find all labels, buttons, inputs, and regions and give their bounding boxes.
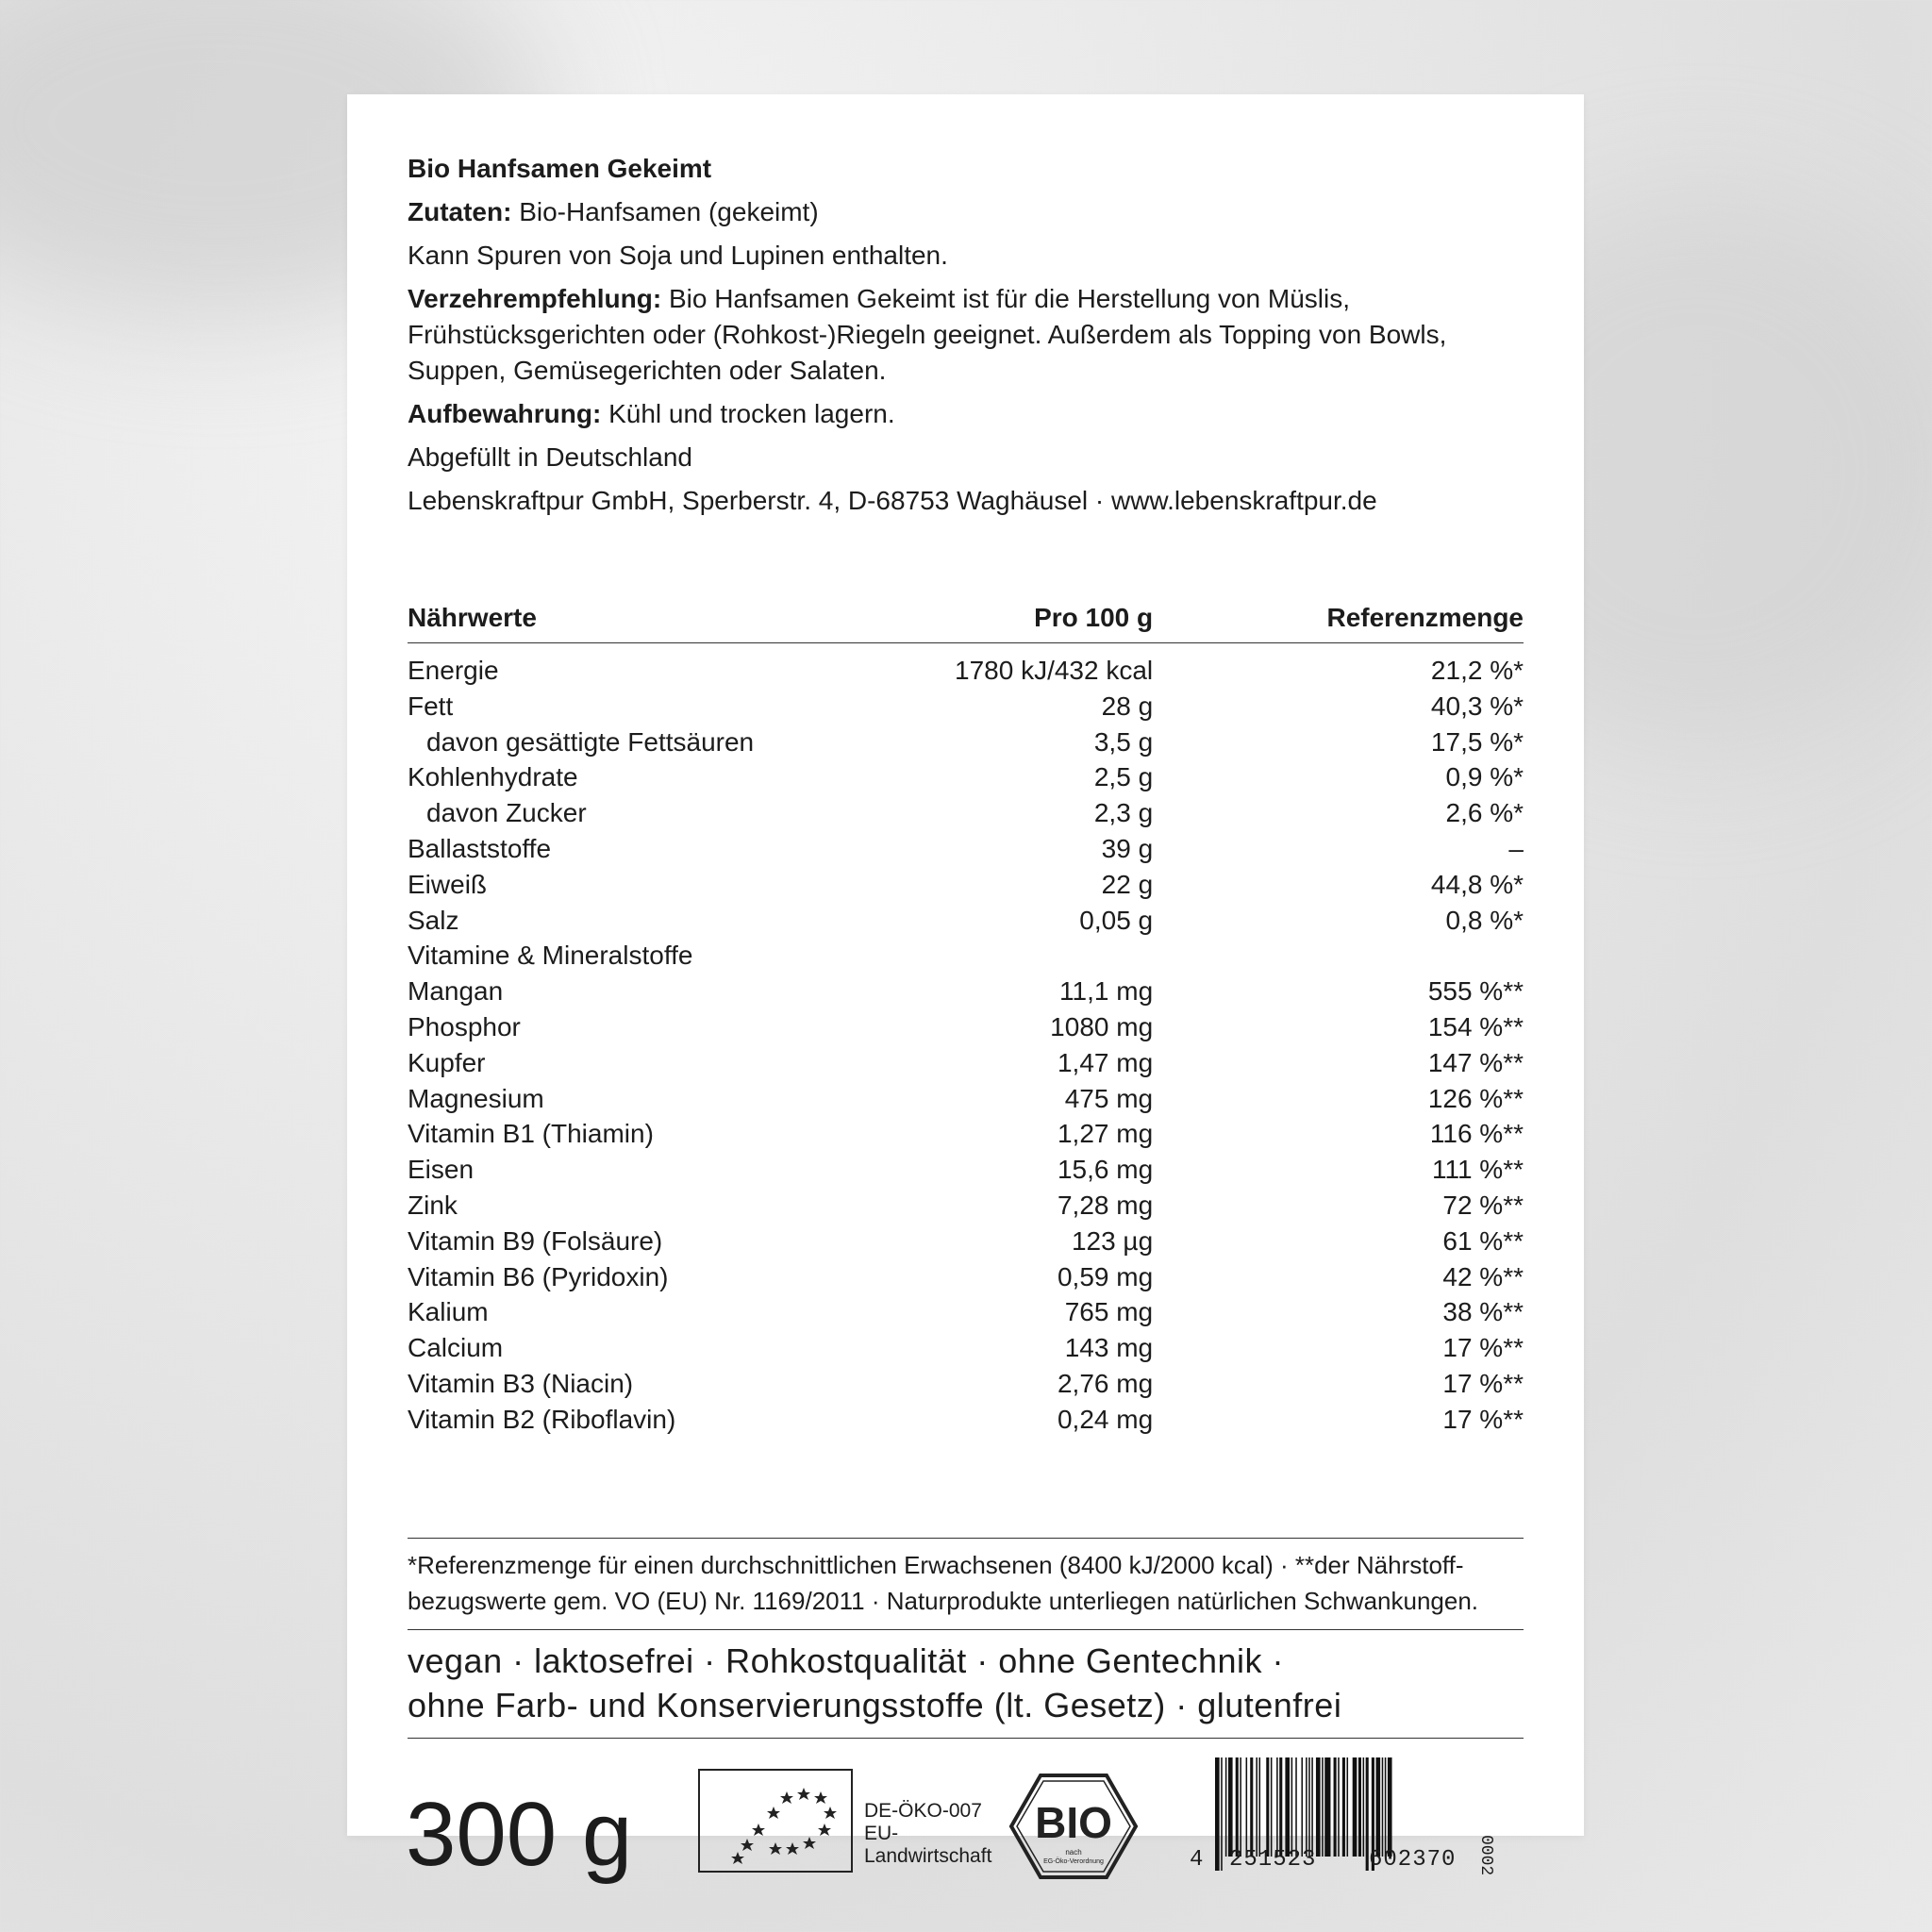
nutrient-name: Zink bbox=[408, 1190, 458, 1220]
ingredients-label: Zutaten: bbox=[408, 197, 512, 226]
nutrient-value: 2,76 mg bbox=[1057, 1368, 1154, 1398]
nutrient-value: 143 mg bbox=[1064, 1333, 1154, 1363]
table-row bbox=[408, 724, 1524, 760]
nutrient-value: 0,05 g bbox=[1079, 905, 1154, 935]
nutrient-name: Salz bbox=[408, 905, 459, 935]
nutrient-value: 3,5 g bbox=[1093, 726, 1154, 757]
storage bbox=[408, 396, 1524, 432]
divider bbox=[408, 1738, 1524, 1739]
label-text-block bbox=[408, 151, 1524, 519]
nutrient-name: Fett bbox=[408, 691, 454, 721]
nutrient-name: Kohlenhydrate bbox=[408, 762, 578, 792]
nutrient-reference: 61 %** bbox=[1442, 1225, 1524, 1256]
nutrient-name: Vitamin B6 (Pyridoxin) bbox=[408, 1261, 669, 1291]
nutrient-name: davon Zucker bbox=[426, 798, 587, 828]
nutrient-reference: 21,2 %* bbox=[1430, 656, 1524, 685]
header-nutrients: Nährwerte bbox=[408, 599, 955, 643]
eu-organic-logo bbox=[698, 1769, 853, 1873]
table-row bbox=[408, 867, 1524, 903]
table-row bbox=[408, 1294, 1524, 1330]
storage-text: Kühl und trocken lagern. bbox=[601, 399, 895, 428]
product-title: Bio Hanfsamen Gekeimt bbox=[408, 154, 712, 183]
nutrient-reference: 40,3 %* bbox=[1430, 691, 1524, 721]
header-reference: Referenzmenge bbox=[1153, 599, 1524, 643]
table-row bbox=[408, 1330, 1524, 1366]
barcode-addon: 0002 bbox=[1476, 1835, 1495, 1876]
barcode-bar bbox=[1266, 1757, 1269, 1857]
barcode-right-group: 602370 bbox=[1369, 1847, 1457, 1873]
nutrient-name: Ballaststoffe bbox=[408, 833, 552, 863]
barcode-bar bbox=[1291, 1757, 1293, 1857]
nutrient-name: Kupfer bbox=[408, 1047, 486, 1077]
nutrient-reference: – bbox=[1508, 833, 1524, 863]
table-row bbox=[408, 1009, 1524, 1045]
table-row bbox=[408, 759, 1524, 795]
table-row bbox=[408, 643, 1524, 689]
nutrient-name: Vitamin B1 (Thiamin) bbox=[408, 1119, 654, 1149]
nutrient-value: 123 µg bbox=[1071, 1225, 1154, 1256]
divider bbox=[408, 1629, 1524, 1630]
table-row bbox=[408, 1081, 1524, 1117]
table-row bbox=[408, 689, 1524, 724]
nutrient-value: 39 g bbox=[1101, 833, 1154, 863]
barcode-bar bbox=[1342, 1757, 1345, 1857]
barcode-first-digit: 4 bbox=[1190, 1847, 1205, 1873]
nutrient-name: Eiweiß bbox=[408, 869, 488, 899]
header-per-100g: Pro 100 g bbox=[955, 599, 1153, 643]
barcode-left-group: 251523 bbox=[1229, 1847, 1317, 1873]
nutrient-reference: 2,6 %* bbox=[1445, 798, 1524, 828]
nutrient-value: 0,59 mg bbox=[1057, 1261, 1154, 1291]
nutrient-value: 475 mg bbox=[1064, 1083, 1154, 1113]
barcode-bar bbox=[1334, 1757, 1337, 1857]
table-row bbox=[408, 795, 1524, 831]
bio-seal-sub2: EG-Öko-Verordnung bbox=[1043, 1858, 1104, 1865]
nutrient-reference: 17 %** bbox=[1442, 1404, 1524, 1434]
nutrition-header-row bbox=[408, 599, 1524, 643]
nutrient-value: 1780 kJ/432 kcal bbox=[955, 656, 1154, 685]
nutrient-reference: 17,5 %* bbox=[1430, 726, 1524, 757]
nutrient-value: 22 g bbox=[1101, 869, 1154, 899]
table-row bbox=[408, 903, 1524, 939]
nutrient-reference: 111 %** bbox=[1431, 1155, 1524, 1185]
table-row bbox=[408, 831, 1524, 867]
nutrient-value: 765 mg bbox=[1064, 1297, 1154, 1327]
bio-seal-sub1: nach bbox=[1065, 1848, 1082, 1857]
nutrient-reference: 17 %** bbox=[1442, 1333, 1524, 1363]
barcode-bar bbox=[1236, 1757, 1239, 1857]
nutrition-table bbox=[408, 599, 1524, 1438]
claims-line-2: ohne Farb- und Konservierungsstoffe (lt. Gesetz) · glutenfrei bbox=[408, 1686, 1342, 1724]
manufacturer-address: Lebenskraftpur GmbH, Sperberstr. 4, D-68753 Waghäusel · www.lebenskraftpur.de bbox=[408, 486, 1377, 515]
nutrient-name: Vitamin B2 (Riboflavin) bbox=[408, 1404, 676, 1434]
table-row bbox=[408, 1116, 1524, 1152]
storage-label: Aufbewahrung: bbox=[408, 399, 602, 428]
barcode-bar bbox=[1228, 1757, 1233, 1857]
usage-label: Verzehrempfehlung: bbox=[408, 284, 662, 313]
eu-leaf-stars-icon bbox=[700, 1771, 850, 1870]
nutrient-value: 15,6 mg bbox=[1057, 1155, 1154, 1185]
nutrient-reference: 0,8 %* bbox=[1445, 905, 1524, 935]
table-row bbox=[408, 974, 1524, 1009]
nutrient-name: Mangan bbox=[408, 976, 504, 1007]
table-divider bbox=[408, 1538, 1524, 1539]
nutrient-reference: 126 %** bbox=[1427, 1083, 1524, 1113]
nutrient-name: Vitamine & Mineralstoffe bbox=[408, 941, 693, 971]
table-row bbox=[408, 1259, 1524, 1295]
nutrient-name: Energie bbox=[408, 656, 499, 685]
nutrient-reference: 17 %** bbox=[1442, 1368, 1524, 1398]
nutrient-reference: 44,8 %* bbox=[1430, 869, 1524, 899]
nutrient-reference: 555 %** bbox=[1427, 976, 1524, 1007]
nutrient-value: 1,47 mg bbox=[1057, 1047, 1154, 1077]
nutrient-value: 0,24 mg bbox=[1057, 1404, 1154, 1434]
barcode-bar bbox=[1363, 1757, 1365, 1857]
usage-recommendation bbox=[408, 281, 1524, 389]
table-row bbox=[408, 1045, 1524, 1081]
eu-organic-code bbox=[864, 1800, 991, 1868]
nutrient-reference: 116 %** bbox=[1429, 1119, 1524, 1149]
nutrient-name: Vitamin B9 (Folsäure) bbox=[408, 1225, 663, 1256]
bio-hexagon-icon bbox=[1008, 1772, 1140, 1881]
claims-line-1: vegan · laktosefrei · Rohkostqualität · ohne Gentechnik · bbox=[408, 1641, 1284, 1680]
nutrient-reference: 42 %** bbox=[1442, 1261, 1524, 1291]
barcode-bar bbox=[1324, 1757, 1330, 1857]
table-row bbox=[408, 1224, 1524, 1259]
nutrient-reference bbox=[1153, 938, 1524, 974]
nutrient-value: 1080 mg bbox=[1050, 1011, 1154, 1041]
barcode-bar bbox=[1322, 1757, 1324, 1857]
barcode-bar bbox=[1388, 1757, 1392, 1857]
barcode-bar bbox=[1221, 1757, 1223, 1871]
barcode-bar bbox=[1301, 1757, 1303, 1857]
bio-seal-text: BIO bbox=[1035, 1798, 1112, 1847]
barcode-bar bbox=[1256, 1757, 1257, 1857]
nutrient-reference: 147 %** bbox=[1427, 1047, 1524, 1077]
barcode-bar bbox=[1316, 1757, 1321, 1857]
allergen-note: Kann Spuren von Soja und Lupinen enthalten. bbox=[408, 241, 948, 270]
table-row bbox=[408, 1152, 1524, 1188]
barcode-bar bbox=[1246, 1757, 1248, 1857]
table-row bbox=[408, 1402, 1524, 1438]
barcode-bar bbox=[1376, 1757, 1381, 1857]
nutrient-value: 11,1 mg bbox=[1059, 976, 1154, 1007]
nutrient-value: 7,28 mg bbox=[1057, 1190, 1154, 1220]
nutrient-value: 2,5 g bbox=[1093, 762, 1154, 792]
barcode-bar bbox=[1382, 1757, 1384, 1857]
table-row bbox=[408, 938, 1524, 974]
barcode-bar bbox=[1358, 1757, 1361, 1857]
nutrient-reference: 72 %** bbox=[1442, 1190, 1524, 1220]
nutrient-value: 2,3 g bbox=[1093, 798, 1154, 828]
barcode-bar bbox=[1385, 1757, 1387, 1857]
barcode-bar bbox=[1285, 1757, 1290, 1857]
barcode-bar bbox=[1279, 1757, 1282, 1857]
product-label bbox=[347, 94, 1584, 1885]
barcode-bar bbox=[1259, 1757, 1261, 1857]
eu-origin-line2: Landwirtschaft bbox=[864, 1845, 992, 1867]
barcode-bar bbox=[1295, 1757, 1297, 1857]
bio-seal-logo bbox=[1008, 1772, 1140, 1881]
nutrient-name: Phosphor bbox=[408, 1011, 521, 1041]
table-row bbox=[408, 1366, 1524, 1402]
nutrient-value: 28 g bbox=[1101, 691, 1154, 721]
nutrient-reference: 0,9 %* bbox=[1445, 762, 1524, 792]
reference-footnote: *Referenzmenge für einen durchschnittlichen Erwachsenen (8400 kJ/2000 kcal) · **der Nährstoffbezugswerte gem. VO (EU) Nr. 1169/2011 · Naturprodukte unterliegen natürlichen Schwankungen. bbox=[408, 1551, 1479, 1615]
barcode-bar bbox=[1338, 1757, 1340, 1857]
barcode-bar bbox=[1240, 1757, 1241, 1857]
barcode-bar bbox=[1271, 1757, 1273, 1857]
table-row bbox=[408, 1188, 1524, 1224]
nutrient-name: davon gesättigte Fettsäuren bbox=[426, 726, 755, 757]
nutrient-name: Calcium bbox=[408, 1333, 504, 1363]
barcode-bar bbox=[1215, 1757, 1220, 1871]
barcode-bar bbox=[1308, 1757, 1310, 1857]
eu-control-code: DE-ÖKO-007 bbox=[864, 1800, 982, 1822]
nutrient-name: Eisen bbox=[408, 1155, 475, 1185]
ingredients-text: Bio-Hanfsamen (gekeimt) bbox=[511, 197, 819, 226]
nutrient-reference: 154 %** bbox=[1427, 1011, 1524, 1041]
ingredients bbox=[408, 194, 1524, 230]
nutrient-value bbox=[955, 938, 1153, 974]
nutrient-name: Kalium bbox=[408, 1297, 489, 1327]
barcode-bar bbox=[1250, 1757, 1253, 1857]
barcode-bar bbox=[1347, 1757, 1349, 1857]
nutrient-name: Magnesium bbox=[408, 1083, 544, 1113]
barcode-bar bbox=[1306, 1757, 1307, 1857]
usage-text: Bio Hanfsamen Gekeimt ist für die Herstellung von Müslis, Frühstücksgerichten oder (Rohkost-)Riegeln geeignet. Außerdem als Topping von Bowls, Suppen, Gemüsegerichten oder Salaten. bbox=[408, 284, 1447, 385]
barcode-bar bbox=[1276, 1757, 1278, 1857]
barcode-bar bbox=[1311, 1757, 1313, 1857]
barcode-bar bbox=[1225, 1757, 1227, 1857]
nutrient-value: 1,27 mg bbox=[1057, 1119, 1154, 1149]
net-weight: 300 g bbox=[406, 1784, 633, 1885]
nutrient-name: Vitamin B3 (Niacin) bbox=[408, 1368, 634, 1398]
origin: Abgefüllt in Deutschland bbox=[408, 442, 692, 472]
product-claims bbox=[408, 1639, 1524, 1727]
nutrient-reference: 38 %** bbox=[1442, 1297, 1524, 1327]
eu-origin-line1: EU- bbox=[864, 1823, 899, 1844]
barcode-bar bbox=[1353, 1757, 1357, 1857]
